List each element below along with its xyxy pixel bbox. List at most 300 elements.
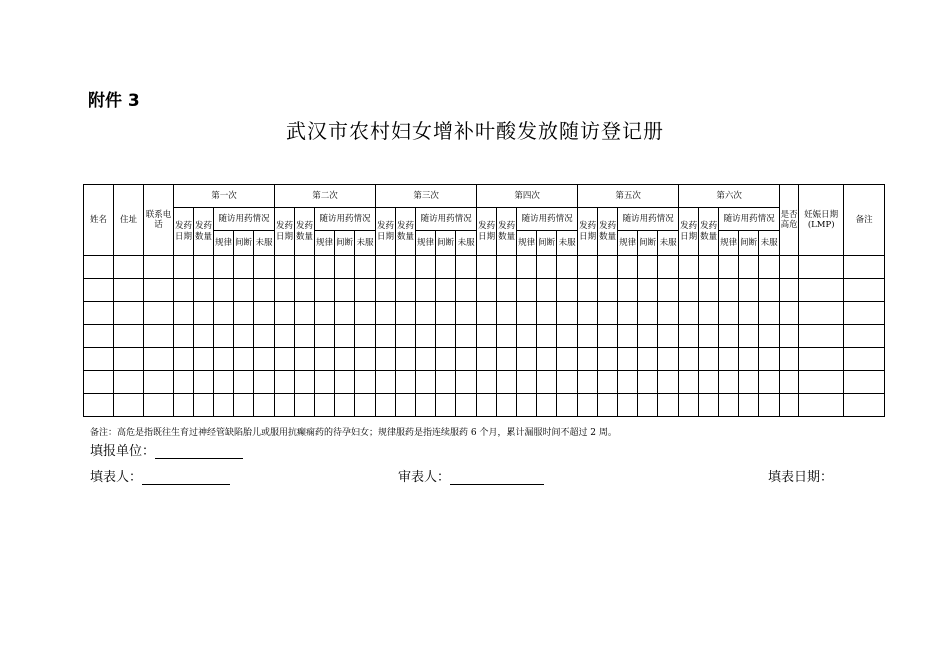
table-cell[interactable]: [759, 256, 780, 279]
sub-regular-header: 规律: [315, 231, 335, 256]
table-cell[interactable]: [780, 279, 799, 302]
table-cell[interactable]: [254, 394, 275, 417]
table-cell[interactable]: [618, 256, 638, 279]
table-cell[interactable]: [557, 348, 578, 371]
table-cell[interactable]: [194, 325, 214, 348]
table-cell[interactable]: [436, 348, 456, 371]
table-row: [84, 325, 885, 348]
table-cell[interactable]: [194, 302, 214, 325]
table-cell[interactable]: [234, 256, 254, 279]
table-cell[interactable]: [234, 325, 254, 348]
table-cell[interactable]: [436, 394, 456, 417]
table-cell[interactable]: [638, 371, 658, 394]
table-cell[interactable]: [537, 394, 557, 417]
sub-none-header: 未服: [759, 231, 780, 256]
table-cell[interactable]: [477, 325, 497, 348]
sub-interrupt-header: 间断: [335, 231, 355, 256]
table-cell[interactable]: [578, 302, 598, 325]
table-cell[interactable]: [658, 348, 679, 371]
sub-qty-header: 发药数量: [699, 208, 719, 256]
table-cell[interactable]: [315, 325, 335, 348]
sub-date-header: 发药日期: [477, 208, 497, 256]
table-cell[interactable]: [355, 394, 376, 417]
table-cell[interactable]: [275, 371, 295, 394]
table-cell[interactable]: [396, 302, 416, 325]
table-cell[interactable]: [275, 302, 295, 325]
table-cell[interactable]: [497, 279, 517, 302]
sub-qty-header: 发药数量: [497, 208, 517, 256]
table-cell[interactable]: [456, 279, 477, 302]
table-cell[interactable]: [114, 256, 144, 279]
table-cell[interactable]: [844, 302, 885, 325]
sub-regular-header: 规律: [618, 231, 638, 256]
table-cell[interactable]: [658, 371, 679, 394]
table-cell[interactable]: [436, 279, 456, 302]
table-cell[interactable]: [275, 256, 295, 279]
table-cell[interactable]: [214, 325, 234, 348]
table-cell[interactable]: [335, 348, 355, 371]
table-cell[interactable]: [295, 302, 315, 325]
col-remark-header: 备注: [844, 185, 885, 256]
table-cell[interactable]: [416, 394, 436, 417]
attachment-label: 附件 3: [88, 91, 140, 111]
table-cell[interactable]: [295, 325, 315, 348]
table-cell[interactable]: [234, 394, 254, 417]
table-cell[interactable]: [578, 394, 598, 417]
sub-none-header: 未服: [658, 231, 679, 256]
table-cell[interactable]: [335, 371, 355, 394]
table-cell[interactable]: [739, 256, 759, 279]
sub-qty-header: 发药数量: [194, 208, 214, 256]
table-cell[interactable]: [436, 371, 456, 394]
table-cell[interactable]: [780, 325, 799, 348]
table-cell[interactable]: [416, 348, 436, 371]
table-cell[interactable]: [699, 348, 719, 371]
table-cell[interactable]: [355, 302, 376, 325]
table-cell[interactable]: [719, 302, 739, 325]
table-cell[interactable]: [844, 279, 885, 302]
table-cell[interactable]: [315, 371, 335, 394]
table-cell[interactable]: [84, 302, 114, 325]
table-cell[interactable]: [739, 325, 759, 348]
table-cell[interactable]: [719, 256, 739, 279]
table-cell[interactable]: [780, 302, 799, 325]
table-cell[interactable]: [598, 302, 618, 325]
sub-interrupt-header: 间断: [537, 231, 557, 256]
table-cell[interactable]: [557, 302, 578, 325]
table-cell[interactable]: [355, 256, 376, 279]
table-cell[interactable]: [679, 302, 699, 325]
table-cell[interactable]: [335, 256, 355, 279]
table-cell[interactable]: [396, 348, 416, 371]
table-cell[interactable]: [416, 302, 436, 325]
table-row: [84, 302, 885, 325]
sub-date-header: 发药日期: [376, 208, 396, 256]
table-cell[interactable]: [194, 256, 214, 279]
table-cell[interactable]: [436, 256, 456, 279]
table-cell[interactable]: [396, 325, 416, 348]
table-cell[interactable]: [517, 256, 537, 279]
table-cell[interactable]: [638, 348, 658, 371]
sub-date-header: 发药日期: [174, 208, 194, 256]
table-cell[interactable]: [254, 348, 275, 371]
table-cell[interactable]: [477, 348, 497, 371]
table-cell[interactable]: [335, 394, 355, 417]
table-cell[interactable]: [376, 394, 396, 417]
table-cell[interactable]: [355, 348, 376, 371]
sub-regular-header: 规律: [416, 231, 436, 256]
table-cell[interactable]: [780, 256, 799, 279]
table-cell[interactable]: [114, 394, 144, 417]
table-cell[interactable]: [114, 348, 144, 371]
sub-regular-header: 规律: [214, 231, 234, 256]
table-cell[interactable]: [759, 348, 780, 371]
table-cell[interactable]: [254, 256, 275, 279]
table-cell[interactable]: [84, 371, 114, 394]
table-cell[interactable]: [578, 279, 598, 302]
table-cell[interactable]: [295, 394, 315, 417]
table-cell[interactable]: [234, 348, 254, 371]
table-cell[interactable]: [497, 302, 517, 325]
table-cell[interactable]: [174, 325, 194, 348]
table-cell[interactable]: [537, 302, 557, 325]
table-cell[interactable]: [355, 325, 376, 348]
table-cell[interactable]: [315, 394, 335, 417]
table-cell[interactable]: [780, 348, 799, 371]
table-cell[interactable]: [275, 325, 295, 348]
table-cell[interactable]: [436, 302, 456, 325]
table-cell[interactable]: [699, 394, 719, 417]
sub-interrupt-header: 间断: [739, 231, 759, 256]
table-cell[interactable]: [477, 302, 497, 325]
table-cell[interactable]: [416, 325, 436, 348]
reviewer-field[interactable]: [450, 470, 544, 485]
table-cell[interactable]: [699, 371, 719, 394]
table-cell[interactable]: [84, 256, 114, 279]
table-cell[interactable]: [638, 302, 658, 325]
table-cell[interactable]: [844, 371, 885, 394]
table-cell[interactable]: [658, 256, 679, 279]
table-cell[interactable]: [537, 256, 557, 279]
table-cell[interactable]: [315, 302, 335, 325]
sub-followup-header: 随访用药情况: [719, 208, 780, 231]
sub-regular-header: 规律: [517, 231, 537, 256]
table-cell[interactable]: [275, 394, 295, 417]
table-cell[interactable]: [578, 325, 598, 348]
table-cell[interactable]: [537, 371, 557, 394]
table-cell[interactable]: [497, 394, 517, 417]
table-cell[interactable]: [739, 279, 759, 302]
table-cell[interactable]: [174, 348, 194, 371]
table-cell[interactable]: [436, 325, 456, 348]
table-cell[interactable]: [315, 348, 335, 371]
table-cell[interactable]: [759, 279, 780, 302]
table-cell[interactable]: [517, 279, 537, 302]
table-cell[interactable]: [638, 256, 658, 279]
table-cell[interactable]: [144, 256, 174, 279]
table-cell[interactable]: [739, 394, 759, 417]
table-row: [84, 371, 885, 394]
table-cell[interactable]: [376, 302, 396, 325]
table-cell[interactable]: [114, 279, 144, 302]
table-cell[interactable]: [84, 394, 114, 417]
table-cell[interactable]: [416, 279, 436, 302]
table-cell[interactable]: [477, 394, 497, 417]
table-cell[interactable]: [295, 348, 315, 371]
table-cell[interactable]: [799, 348, 844, 371]
table-cell[interactable]: [497, 371, 517, 394]
table-cell[interactable]: [759, 302, 780, 325]
table-cell[interactable]: [618, 394, 638, 417]
table-cell[interactable]: [84, 348, 114, 371]
table-cell[interactable]: [638, 279, 658, 302]
table-cell[interactable]: [497, 256, 517, 279]
table-cell[interactable]: [456, 371, 477, 394]
table-cell[interactable]: [557, 256, 578, 279]
table-cell[interactable]: [335, 325, 355, 348]
table-cell[interactable]: [719, 325, 739, 348]
table-cell[interactable]: [214, 302, 234, 325]
table-cell[interactable]: [214, 371, 234, 394]
table-cell[interactable]: [699, 279, 719, 302]
table-cell[interactable]: [799, 371, 844, 394]
table-row: [84, 256, 885, 279]
sub-none-header: 未服: [456, 231, 477, 256]
table-cell[interactable]: [517, 348, 537, 371]
table-cell[interactable]: [396, 371, 416, 394]
table-cell[interactable]: [194, 279, 214, 302]
table-cell[interactable]: [844, 394, 885, 417]
table-cell[interactable]: [174, 302, 194, 325]
table-cell[interactable]: [739, 348, 759, 371]
table-cell[interactable]: [557, 325, 578, 348]
table-cell[interactable]: [114, 325, 144, 348]
table-cell[interactable]: [799, 279, 844, 302]
table-cell[interactable]: [335, 302, 355, 325]
table-cell[interactable]: [214, 348, 234, 371]
table-cell[interactable]: [844, 325, 885, 348]
table-cell[interactable]: [477, 279, 497, 302]
table-cell[interactable]: [194, 371, 214, 394]
table-cell[interactable]: [598, 348, 618, 371]
table-cell[interactable]: [254, 325, 275, 348]
table-cell[interactable]: [618, 371, 638, 394]
table-cell[interactable]: [844, 256, 885, 279]
table-cell[interactable]: [355, 371, 376, 394]
table-cell[interactable]: [477, 256, 497, 279]
sub-none-header: 未服: [254, 231, 275, 256]
col-high-risk-header: 是否高危: [780, 185, 799, 256]
sub-followup-header: 随访用药情况: [618, 208, 679, 231]
table-cell[interactable]: [618, 279, 638, 302]
sub-followup-header: 随访用药情况: [315, 208, 376, 231]
table-cell[interactable]: [174, 371, 194, 394]
col-name-header: 姓名: [84, 185, 114, 256]
table-cell[interactable]: [144, 279, 174, 302]
table-cell[interactable]: [144, 371, 174, 394]
reviewer-label: 审表人：: [398, 470, 451, 485]
table-cell[interactable]: [598, 325, 618, 348]
table-cell[interactable]: [537, 325, 557, 348]
table-cell[interactable]: [144, 325, 174, 348]
table-cell[interactable]: [114, 302, 144, 325]
table-cell[interactable]: [174, 279, 194, 302]
table-cell[interactable]: [376, 348, 396, 371]
table-cell[interactable]: [396, 394, 416, 417]
table-cell[interactable]: [739, 302, 759, 325]
table-cell[interactable]: [84, 279, 114, 302]
sub-none-header: 未服: [557, 231, 578, 256]
table-cell[interactable]: [799, 302, 844, 325]
table-cell[interactable]: [456, 394, 477, 417]
table-cell[interactable]: [658, 279, 679, 302]
table-cell[interactable]: [214, 256, 234, 279]
table-cell[interactable]: [174, 256, 194, 279]
fill-unit-field[interactable]: [155, 444, 243, 459]
sub-interrupt-header: 间断: [638, 231, 658, 256]
table-cell[interactable]: [679, 256, 699, 279]
table-cell[interactable]: [719, 279, 739, 302]
table-cell[interactable]: [114, 371, 144, 394]
table-cell[interactable]: [254, 371, 275, 394]
table-cell[interactable]: [638, 394, 658, 417]
table-cell[interactable]: [759, 325, 780, 348]
table-cell[interactable]: [295, 371, 315, 394]
table-cell[interactable]: [214, 394, 234, 417]
table-cell[interactable]: [376, 371, 396, 394]
visit-header: 第六次: [679, 185, 780, 208]
table-row: [84, 394, 885, 417]
table-cell[interactable]: [517, 371, 537, 394]
table-cell[interactable]: [214, 279, 234, 302]
table-note: 备注：高危是指既往生育过神经管缺陷胎儿或服用抗癫痫药的待孕妇女；规律服药是指连续服药 6 个月，累计漏服时间不超过 2 周。: [90, 428, 617, 438]
table-cell[interactable]: [174, 394, 194, 417]
table-cell[interactable]: [295, 256, 315, 279]
table-cell[interactable]: [679, 371, 699, 394]
table-cell[interactable]: [557, 394, 578, 417]
table-cell[interactable]: [658, 394, 679, 417]
table-cell[interactable]: [194, 394, 214, 417]
table-cell[interactable]: [844, 348, 885, 371]
table-cell[interactable]: [598, 394, 618, 417]
table-cell[interactable]: [144, 302, 174, 325]
table-cell[interactable]: [376, 256, 396, 279]
table-cell[interactable]: [598, 256, 618, 279]
sub-date-header: 发药日期: [679, 208, 699, 256]
table-cell[interactable]: [679, 325, 699, 348]
table-cell[interactable]: [699, 325, 719, 348]
table-cell[interactable]: [598, 371, 618, 394]
visit-header: 第一次: [174, 185, 275, 208]
table-cell[interactable]: [578, 371, 598, 394]
table-cell[interactable]: [396, 279, 416, 302]
table-cell[interactable]: [396, 256, 416, 279]
table-cell[interactable]: [618, 302, 638, 325]
table-cell[interactable]: [144, 348, 174, 371]
table-cell[interactable]: [658, 302, 679, 325]
filler-field[interactable]: [142, 470, 230, 485]
table-cell[interactable]: [194, 348, 214, 371]
table-cell[interactable]: [517, 325, 537, 348]
table-row: [84, 348, 885, 371]
date-line: [768, 466, 833, 485]
table-cell[interactable]: [517, 394, 537, 417]
table-cell[interactable]: [497, 325, 517, 348]
col-lmp-header: 妊娠日期(LMP): [799, 185, 844, 256]
table-cell[interactable]: [315, 279, 335, 302]
table-cell[interactable]: [699, 256, 719, 279]
table-cell[interactable]: [335, 279, 355, 302]
table-cell[interactable]: [719, 348, 739, 371]
sub-qty-header: 发药数量: [598, 208, 618, 256]
table-cell[interactable]: [275, 348, 295, 371]
table-cell[interactable]: [254, 302, 275, 325]
table-cell[interactable]: [416, 371, 436, 394]
table-cell[interactable]: [679, 348, 699, 371]
table-cell[interactable]: [456, 256, 477, 279]
table-cell[interactable]: [638, 325, 658, 348]
table-cell[interactable]: [618, 325, 638, 348]
table-cell[interactable]: [295, 279, 315, 302]
table-cell[interactable]: [719, 371, 739, 394]
table-cell[interactable]: [84, 325, 114, 348]
table-cell[interactable]: [618, 348, 638, 371]
table-cell[interactable]: [578, 348, 598, 371]
table-cell[interactable]: [355, 279, 376, 302]
table-cell[interactable]: [234, 371, 254, 394]
table-cell[interactable]: [234, 302, 254, 325]
table-cell[interactable]: [376, 279, 396, 302]
table-cell[interactable]: [578, 256, 598, 279]
table-cell[interactable]: [719, 394, 739, 417]
table-cell[interactable]: [497, 348, 517, 371]
table-cell[interactable]: [456, 325, 477, 348]
table-cell[interactable]: [759, 371, 780, 394]
table-cell[interactable]: [537, 279, 557, 302]
table-cell[interactable]: [315, 256, 335, 279]
table-cell[interactable]: [275, 279, 295, 302]
table-cell[interactable]: [699, 302, 719, 325]
sub-date-header: 发药日期: [275, 208, 295, 256]
table-cell[interactable]: [780, 371, 799, 394]
table-cell[interactable]: [780, 394, 799, 417]
sub-interrupt-header: 间断: [436, 231, 456, 256]
table-cell[interactable]: [234, 279, 254, 302]
table-cell[interactable]: [376, 325, 396, 348]
reviewer-line: [398, 466, 544, 485]
table-cell[interactable]: [658, 325, 679, 348]
table-cell[interactable]: [759, 394, 780, 417]
table-cell[interactable]: [799, 394, 844, 417]
table-cell[interactable]: [517, 302, 537, 325]
table-cell[interactable]: [456, 348, 477, 371]
table-cell[interactable]: [416, 256, 436, 279]
table-cell[interactable]: [598, 279, 618, 302]
table-cell[interactable]: [537, 348, 557, 371]
table-cell[interactable]: [254, 279, 275, 302]
table-cell[interactable]: [456, 302, 477, 325]
table-cell[interactable]: [557, 279, 578, 302]
table-cell[interactable]: [799, 256, 844, 279]
table-cell[interactable]: [739, 371, 759, 394]
sub-qty-header: 发药数量: [295, 208, 315, 256]
table-cell[interactable]: [144, 394, 174, 417]
table-cell[interactable]: [679, 279, 699, 302]
table-cell[interactable]: [679, 394, 699, 417]
table-cell[interactable]: [477, 371, 497, 394]
table-cell[interactable]: [557, 371, 578, 394]
table-cell[interactable]: [799, 325, 844, 348]
